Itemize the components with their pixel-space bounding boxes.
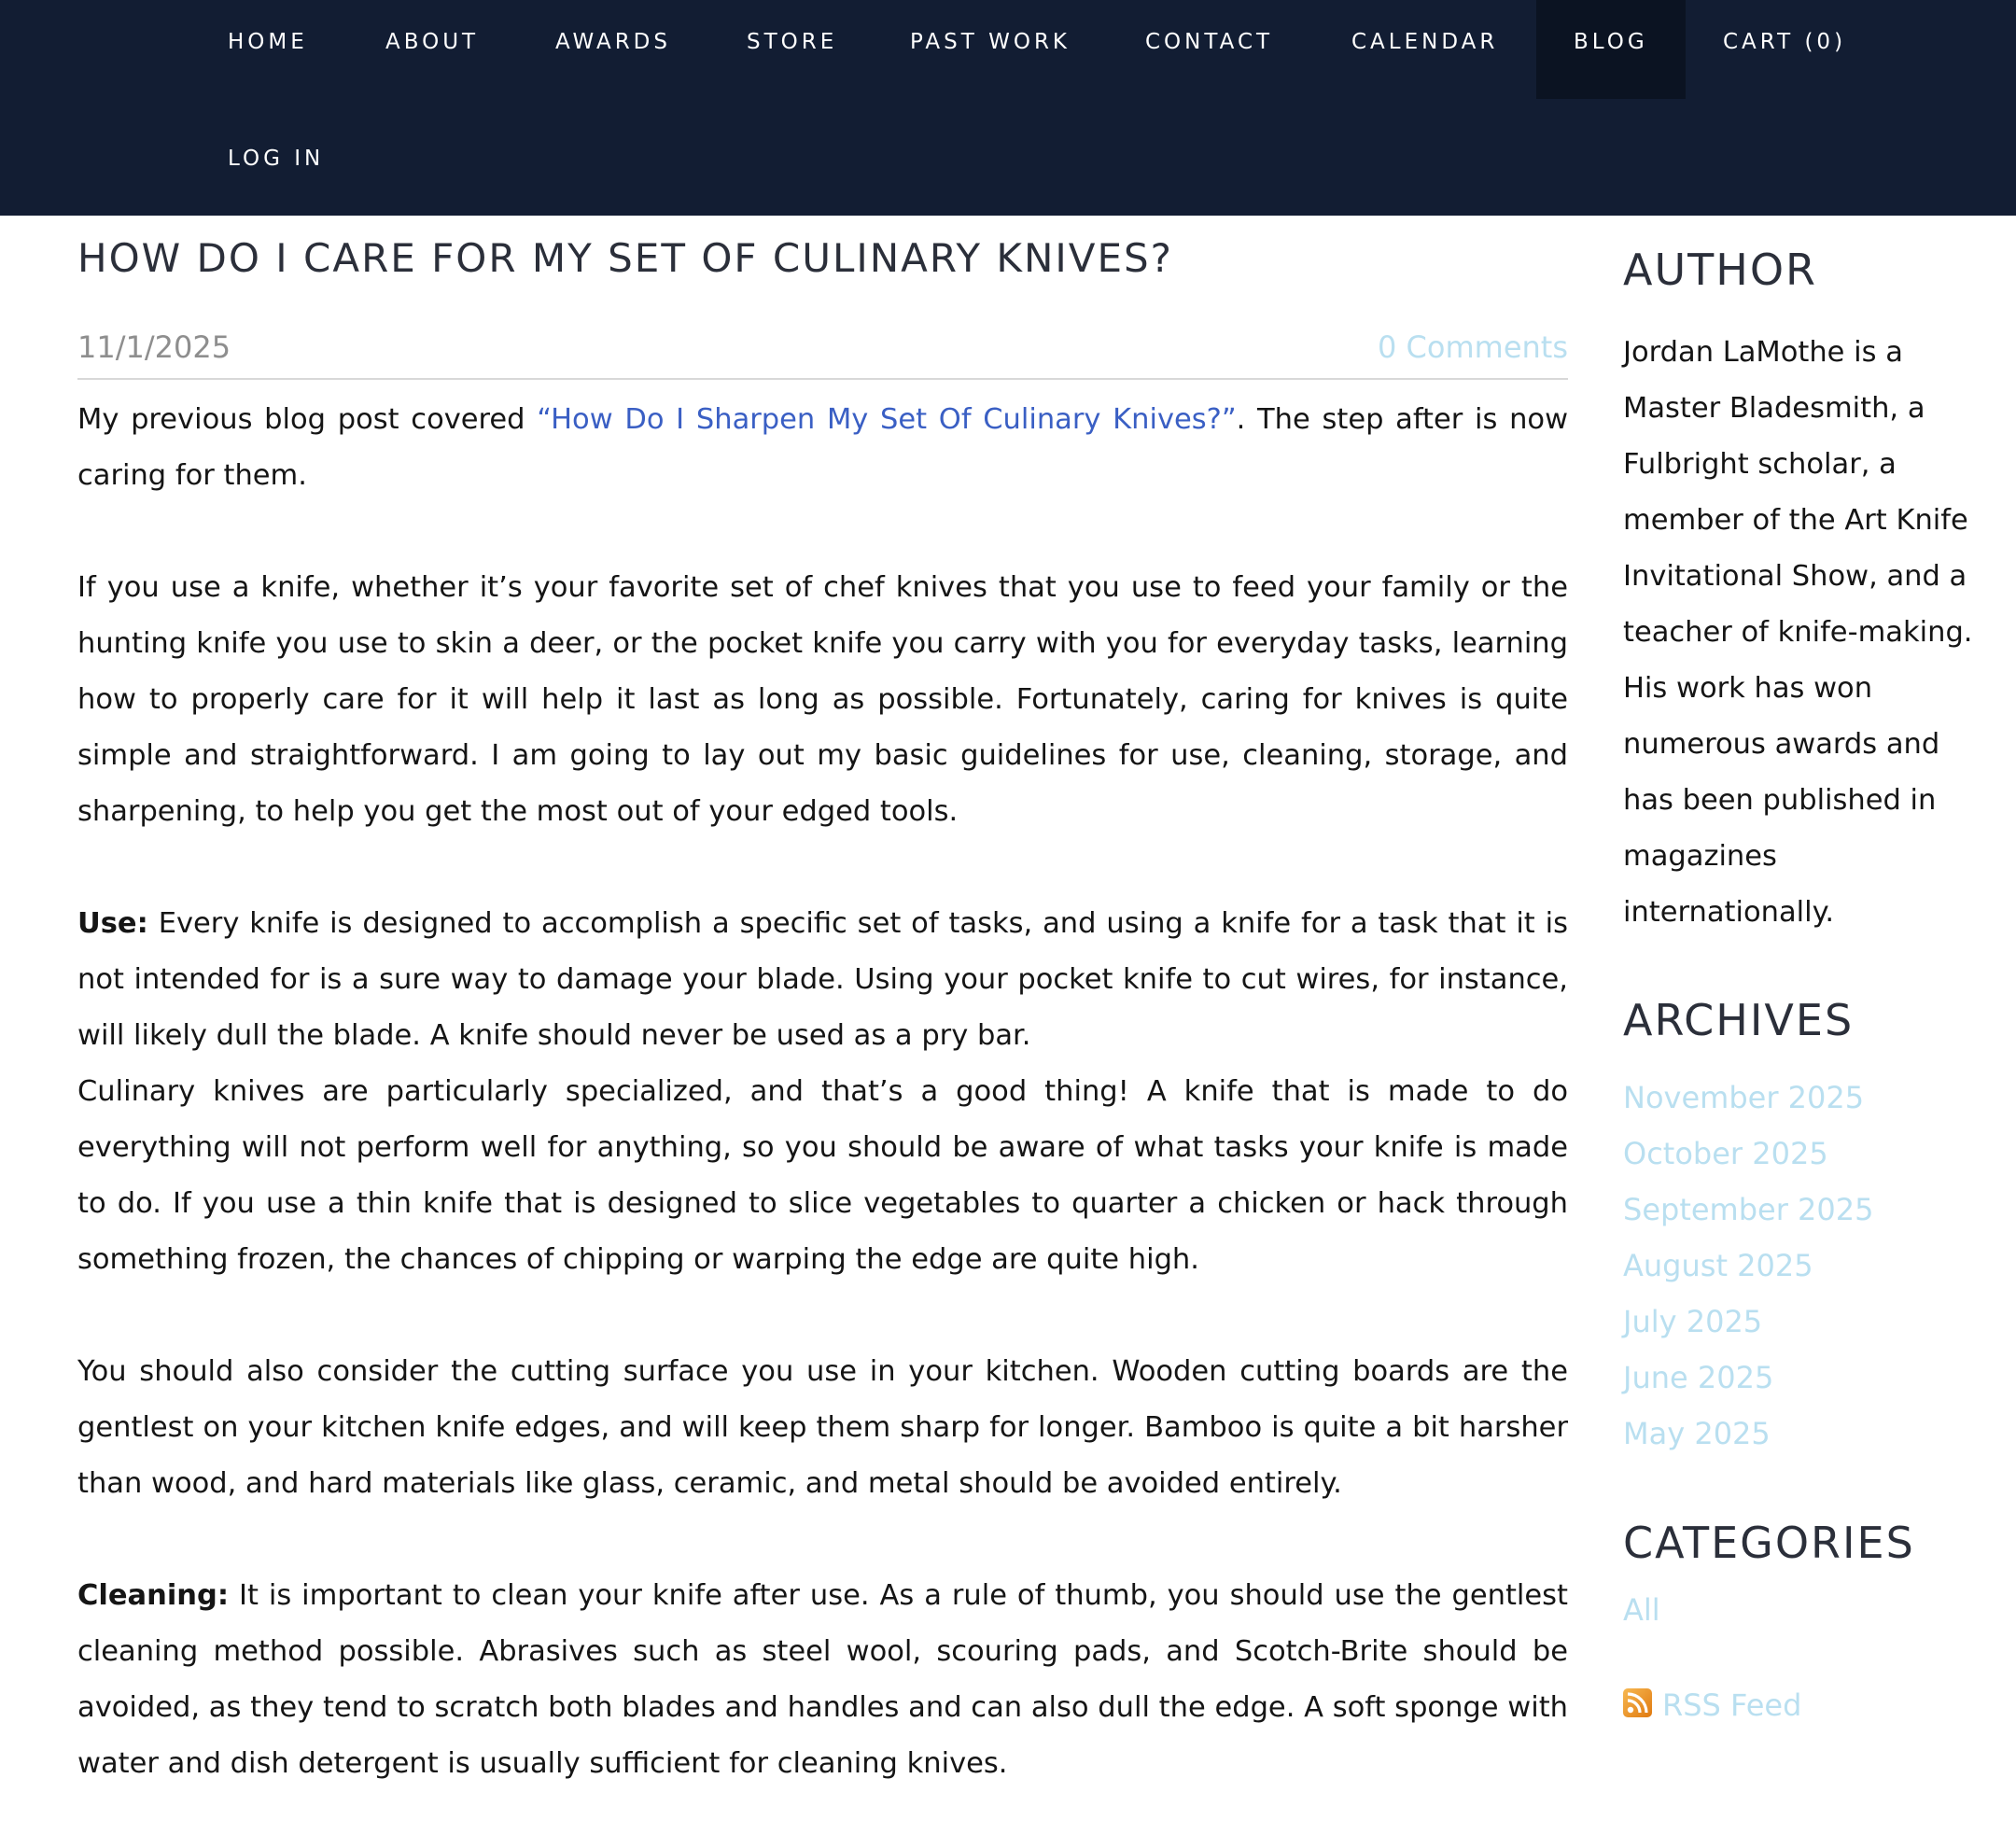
nav-calendar[interactable]: CALENDAR [1351,30,1499,54]
cleaning-label: Cleaning: [77,1579,230,1612]
rss-icon[interactable] [1623,1688,1652,1717]
author-heading: AUTHOR [1623,245,1817,295]
archive-link[interactable]: September 2025 [1623,1192,1874,1227]
nav-cart[interactable]: CART (0) [1723,30,1847,54]
author-bio: Jordan LaMothe is a Master Bladesmith, a Fulbright scholar, a member of the Art Knife Invitational Show, and a teacher of knife-making. His work has won numerous awards and has been published in magazines internationally. [1623,336,1973,929]
archive-link[interactable]: May 2025 [1623,1416,1771,1451]
cutting-surface-paragraph: You should also consider the cutting surface you use in your kitchen. Wooden cutting boards are the gentlest on your kitchen knife edges, and will keep them sharp for longer. Bamboo is quite a bit harsher than wood, and hard materials like glass, ceramic, and metal should be avoided entirely. [77,1355,1568,1500]
archive-link[interactable]: July 2025 [1623,1304,1763,1339]
nav-about[interactable]: ABOUT [385,30,480,54]
archives-heading: ARCHIVES [1623,995,1855,1045]
culinary-paragraph: Culinary knives are particularly specialized, and that’s a good thing! A knife that is made to do everything will not perform well for anything, so you should be aware of what tasks your knife is made to do. If you use a thin knife that is designed to slice vegetables to quarter a chicken or hack through something frozen, the chances of chipping or warping the edge are quite high. [77,1075,1568,1276]
rss-feed-link[interactable]: RSS Feed [1662,1687,1802,1723]
nav-store[interactable]: STORE [747,30,838,54]
previous-post-link[interactable]: “How Do I Sharpen My Set Of Culinary Knives?” [537,403,1237,436]
title-divider [77,378,1568,380]
post-date: 11/1/2025 [77,329,231,365]
use-paragraph: Use: Every knife is designed to accomplish a specific set of tasks, and using a knife for a task that it is not intended for is a sure way to damage your blade. Using your pocket knife to cut wires, for instance, will likely dull the blade. A knife should never be used as a pry bar. [77,907,1568,1052]
cleaning-paragraph: Cleaning: It is important to clean your knife after use. As a rule of thumb, you should use the gentlest cleaning method possible. Abrasives such as steel wool, scouring pads, and Scotch-Brite should be avoided, as they tend to scratch both blades and handles and can also dull the edge. A soft sponge with water and dish detergent is usually sufficient for cleaning knives. [77,1579,1568,1780]
archive-link[interactable]: August 2025 [1623,1248,1813,1283]
archive-link[interactable]: June 2025 [1623,1360,1774,1395]
overview-paragraph: If you use a knife, whether it’s your favorite set of chef knives that you use to feed your family or the hunting knife you use to skin a deer, or the pocket knife you carry with you for everyday tasks, learning how to properly care for it will help it last as long as possible. Fortunately, caring for knives is quite simple and straightforward. I am going to lay out my basic guidelines for use, cleaning, storage, and sharpening, to help you get the most out of your edged tools. [77,571,1568,828]
nav-log-in[interactable]: LOG IN [228,147,325,171]
post-body [77,392,1568,1848]
top-navigation-bar [0,0,2016,216]
nav-blog[interactable]: BLOG [1574,30,1648,54]
use-label: Use: [77,907,148,940]
nav-home[interactable]: HOME [228,30,308,54]
nav-awards[interactable]: AWARDS [555,30,671,54]
archive-link[interactable]: October 2025 [1623,1136,1828,1171]
comments-link[interactable]: 0 Comments [1378,329,1568,365]
nav-past-work[interactable]: PAST WORK [910,30,1071,54]
archives-list [1623,1070,1873,1462]
archive-link[interactable]: November 2025 [1623,1080,1865,1115]
category-all-link[interactable]: All [1623,1592,1660,1628]
intro-paragraph: My previous blog post covered “How Do I Sharpen My Set Of Culinary Knives?”. The step after is now caring for them. [77,403,1569,492]
categories-heading: CATEGORIES [1623,1518,1915,1568]
nav-contact[interactable]: CONTACT [1145,30,1274,54]
post-title: HOW DO I CARE FOR MY SET OF CULINARY KNIVES? [77,235,1173,281]
